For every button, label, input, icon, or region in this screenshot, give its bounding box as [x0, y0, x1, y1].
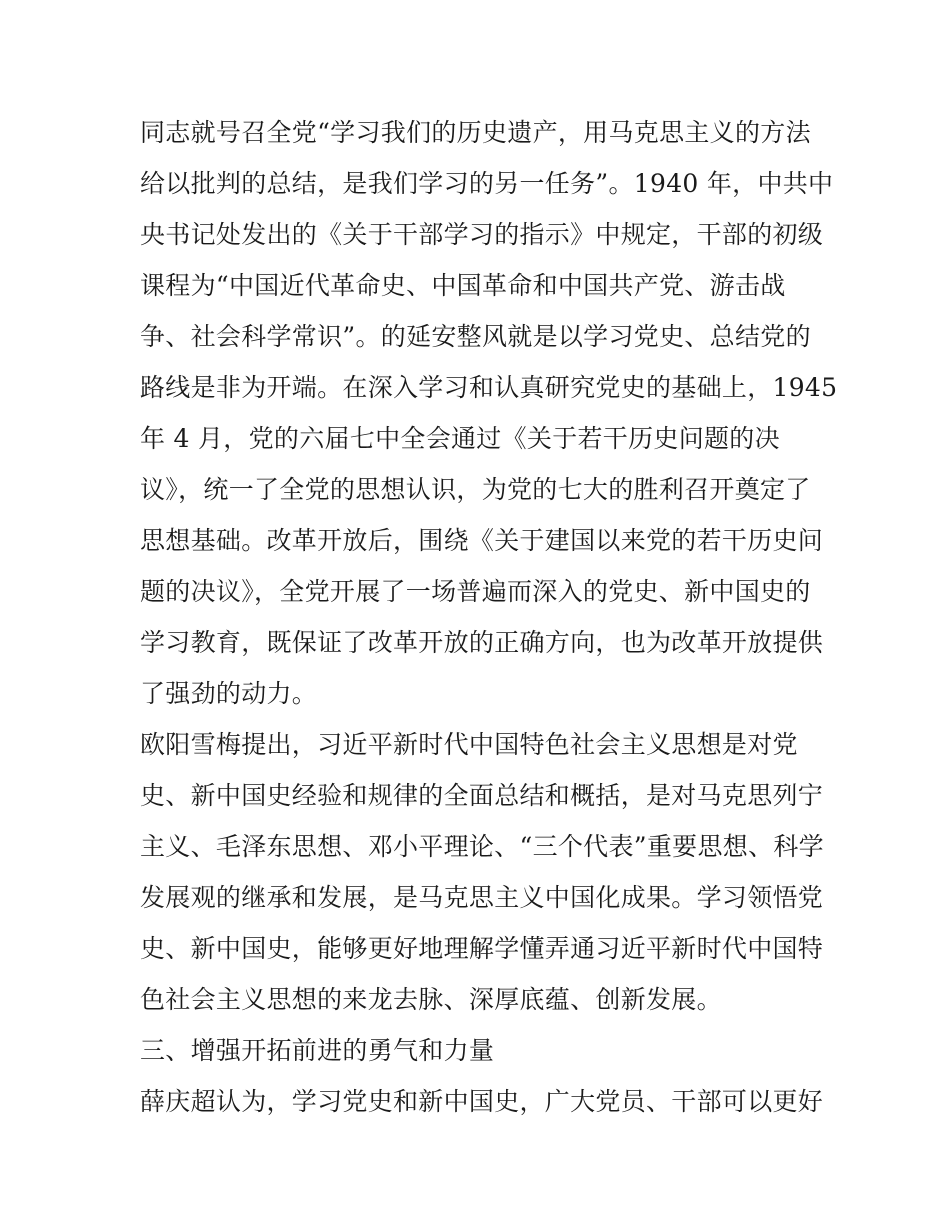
text-line: 课程为“中国近代革命史、中国革命和中国共产党、游击战 [140, 271, 786, 300]
text-line: 薛庆超认为，学习党史和新中国史，广大党员、干部可以更好 [140, 1087, 824, 1116]
text-line: 史、新中国史，能够更好地理解学懂弄通习近平新时代中国特 [140, 934, 824, 963]
text-line: 学习教育，既保证了改革开放的正确方向，也为改革开放提供 [140, 628, 824, 657]
text-line: 了强劲的动力。 [140, 679, 318, 708]
text-line: 思想基础。改革开放后，围绕《关于建国以来党的若干历史问 [140, 526, 824, 555]
text-line: 路线是非为开端。在深入学习和认真研究党史的基础上，1945 [140, 373, 838, 402]
text-line: 色社会主义思想的来龙去脉、深厚底蕴、创新发展。 [140, 985, 722, 1014]
text-line: 主义、毛泽东思想、邓小平理论、“三个代表”重要思想、科学 [140, 832, 824, 861]
text-line: 央书记处发出的《关于干部学习的指示》中规定，干部的初级 [140, 220, 824, 249]
text-line: 争、社会科学常识”。的延安整风就是以学习党史、总结党的 [140, 322, 811, 351]
section-heading: 三、增强开拓前进的勇气和力量 [140, 1036, 495, 1065]
text-line: 史、新中国史经验和规律的全面总结和概括，是对马克思列宁 [140, 781, 824, 810]
text-line: 题的决议》，全党开展了一场普遍而深入的党史、新中国史的 [140, 577, 811, 606]
body-text [140, 107, 838, 1127]
text-line: 给以批判的总结，是我们学习的另一任务”。1940 年，中共中 [140, 169, 834, 198]
text-line: 欧阳雪梅提出，习近平新时代中国特色社会主义思想是对党 [140, 730, 798, 759]
text-line: 发展观的继承和发展，是马克思主义中国化成果。学习领悟党 [140, 883, 824, 912]
text-line: 议》，统一了全党的思想认识，为党的七大的胜利召开奠定了 [140, 475, 811, 504]
text-line: 同志就号召全党“学习我们的历史遗产，用马克思主义的方法 [140, 118, 811, 147]
text-line: 年 4 月，党的六届七中全会通过《关于若干历史问题的决 [140, 424, 780, 453]
